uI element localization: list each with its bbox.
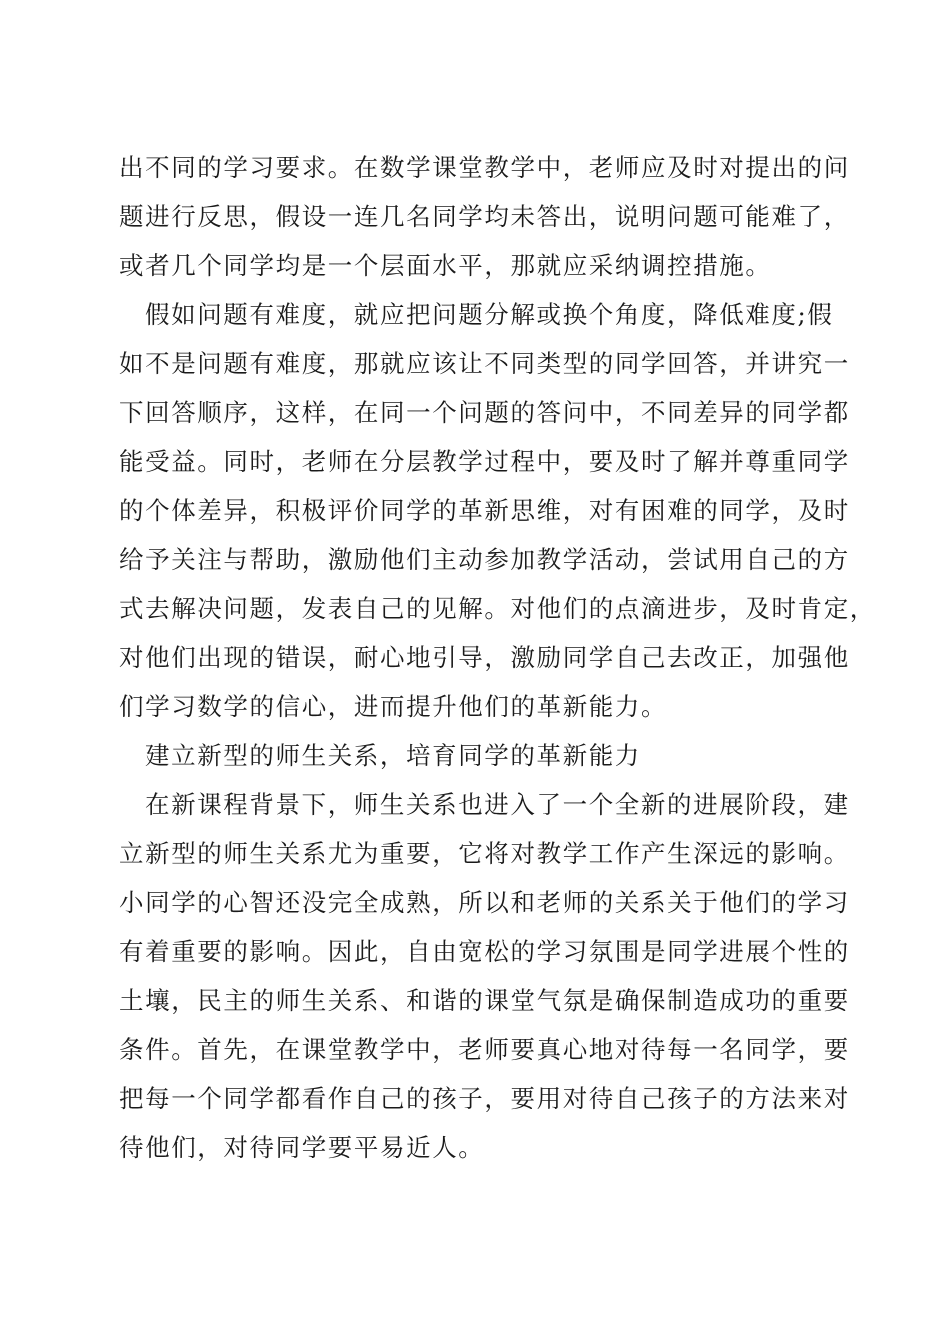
- text-line: 把每一个同学都看作自己的孩子，要用对待自己孩子的方法来对: [119, 1084, 850, 1113]
- text-line: 立新型的师生关系尤为重要，它将对教学工作产生深远的影响。: [119, 839, 850, 868]
- text-line: 给予关注与帮助，激励他们主动参加教学活动，尝试用自己的方: [119, 545, 850, 574]
- text-line: 对他们出现的错误，耐心地引导，激励同学自己去改正，加强他: [119, 643, 850, 672]
- text-line: 的个体差异，积极评价同学的革新思维，对有困难的同学，及时: [119, 496, 850, 525]
- paragraph-first-line: 假如问题有难度，就应把问题分解或换个角度，降低难度;假: [145, 300, 834, 329]
- text-line: 土壤，民主的师生关系、和谐的课堂气氛是确保制造成功的重要: [119, 986, 850, 1015]
- text-line: 或者几个同学均是一个层面水平，那就应采纳调控措施。: [119, 251, 772, 280]
- text-line: 待他们，对待同学要平易近人。: [119, 1133, 485, 1162]
- text-line: 式去解决问题，发表自己的见解。对他们的点滴进步，及时肯定，: [119, 594, 876, 623]
- text-line: 下回答顺序，这样，在同一个问题的答问中，不同差异的同学都: [119, 398, 850, 427]
- document-body: [119, 143, 876, 1172]
- text-line: 能受益。同时，老师在分层教学过程中，要及时了解并尊重同学: [119, 447, 850, 476]
- section-heading: 建立新型的师生关系，培育同学的革新能力: [145, 741, 641, 770]
- paragraph-first-line: 在新课程背景下，师生关系也进入了一个全新的进展阶段，建: [145, 790, 850, 819]
- text-line: 如不是问题有难度，那就应该让不同类型的同学回答，并讲究一: [119, 349, 850, 378]
- text-line: 题进行反思，假设一连几名同学均未答出，说明问题可能难了，: [119, 202, 850, 231]
- text-line: 有着重要的影响。因此，自由宽松的学习氛围是同学进展个性的: [119, 937, 850, 966]
- text-line: 出不同的学习要求。在数学课堂教学中，老师应及时对提出的问: [119, 153, 850, 182]
- text-line: 小同学的心智还没完全成熟，所以和老师的关系关于他们的学习: [119, 888, 850, 917]
- text-line: 条件。首先，在课堂教学中，老师要真心地对待每一名同学，要: [119, 1035, 850, 1064]
- text-line: 们学习数学的信心，进而提升他们的革新能力。: [119, 692, 668, 721]
